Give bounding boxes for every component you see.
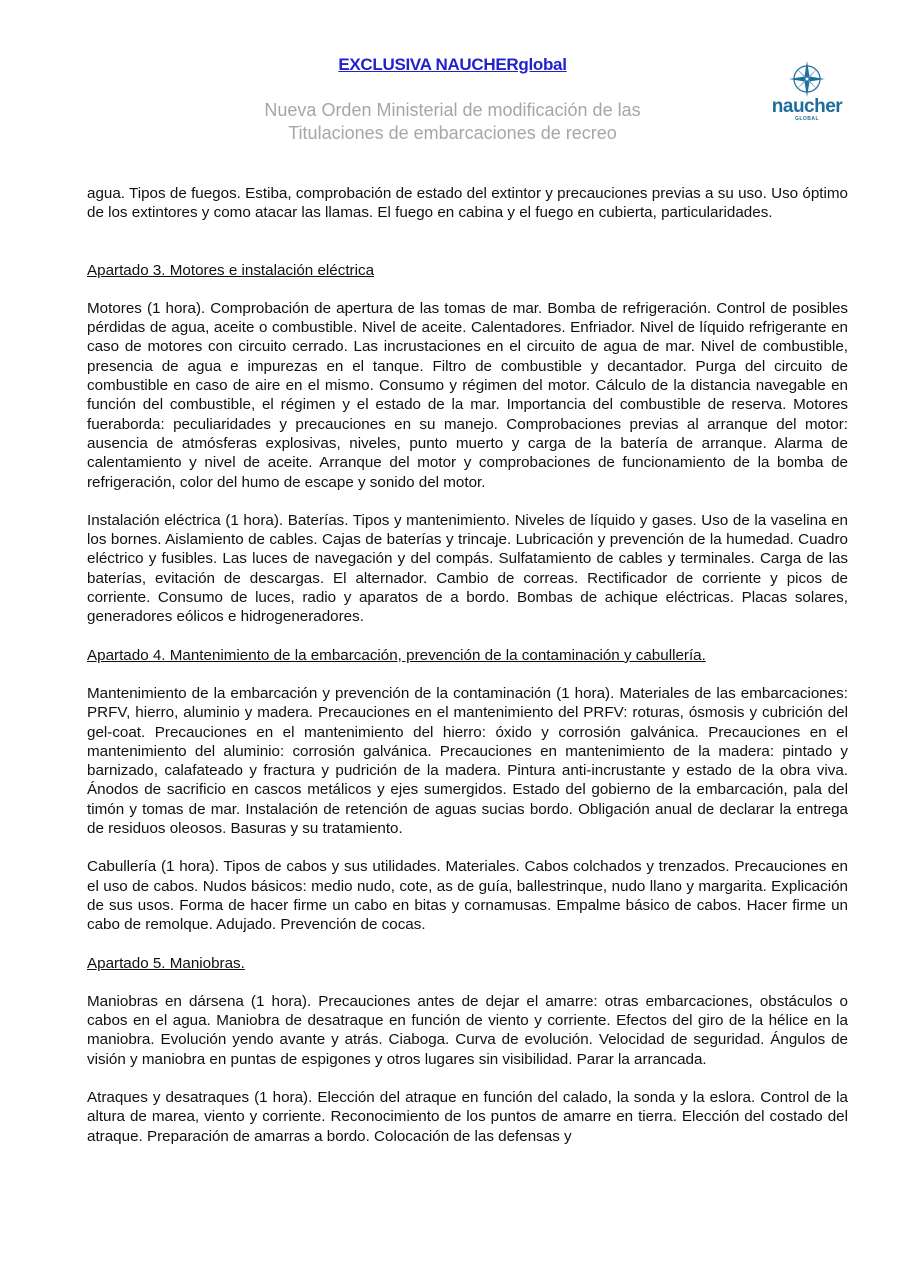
- paragraph-motores: Motores (1 hora). Comprobación de apertura de las tomas de mar. Bomba de refrigeración. Control de posibles pérdidas de agua, aceite o combustible. Nivel de aceite. Calentadores. Enfriador. Nivel de líquido refrigerante en caso de motores con circuito cerrado. Las incrustaciones en el circuito de agua de mar. Nivel de combustible, presencia de agua e impurezas en el tanque. Filtro de combustible y decantador. Purga del circuito de combustible en caso de aire en el mismo. Consumo y régimen del motor. Cálculo de la distancia navegable en función del combustible, el régimen y el estado de la mar. Importancia del combustible de reserva. Motores fueraborda: peculiaridades y precauciones en su manejo. Comprobaciones previas al arranque del motor: ausencia de atmósferas explosivas, niveles, punto muerto y carga de la batería de arranque. Alarma de calentamiento y nivel de aceite. Arranque del motor y comprobaciones de funcionamiento de la bomba de refrigeración, color del humo de escape y sonido del motor.: [87, 299, 848, 491]
- exclusive-link[interactable]: EXCLUSIVA NAUCHERglobal: [338, 55, 567, 74]
- logo-subtext: GLOBAL: [794, 116, 820, 122]
- subtitle-line-1: Nueva Orden Ministerial de modificación de las: [264, 100, 641, 120]
- document-body: [87, 184, 848, 1146]
- paragraph-cabulleria: Cabullería (1 hora). Tipos de cabos y sus utilidades. Materiales. Cabos colchados y trenzados. Precauciones en el uso de cabos. Nudos básicos: medio nudo, cote, as de guía, ballestrinque, nudo llano y margarita. Explicación de sus usos. Forma de hacer firme un cabo en bitas y cornamusas. Empalme básico de cabos. Hacer firme un cabo de remolque. Adujado. Prevención de cocas.: [87, 858, 848, 934]
- compass-rose-icon: [788, 60, 826, 98]
- section-heading-3: Apartado 3. Motores e instalación eléctrica: [87, 261, 375, 279]
- section-heading-5: Apartado 5. Maniobras.: [87, 954, 245, 972]
- paragraph-intro: agua. Tipos de fuegos. Estiba, comprobación de estado del extintor y precauciones previas a su uso. Uso óptimo de los extintores y como atacar las llamas. El fuego en cabina y el fuego en cubierta, particularidades.: [87, 185, 848, 222]
- logo-wordmark: naucher: [771, 96, 843, 117]
- paragraph-maniobras: Maniobras en dársena (1 hora). Precauciones antes de dejar el amarre: otras embarcaciones, obstáculos o cabos en el agua. Maniobra de desatraque en función de viento y corriente. Efectos del giro de la hélice en la maniobra. Evolución yendo avante y atrás. Ciaboga. Curva de evolución. Velocidad de seguridad. Ángulos de visión y maniobra en puntas de espigones y otros lugares sin visibilidad. Parar la arrancada.: [87, 992, 848, 1068]
- paragraph-atraques: Atraques y desatraques (1 hora). Elección del atraque en función del calado, la sonda y la eslora. Control de la altura de marea, viento y corriente. Reconocimiento de los puntos de amarre en tierra. Elección del costado del atraque. Preparación de amarras a bordo. Colocación de las defensas y: [87, 1088, 848, 1145]
- paragraph-mantenimiento: Mantenimiento de la embarcación y prevención de la contaminación (1 hora). Materiales de las embarcaciones: PRFV, hierro, aluminio y madera. Precauciones en el mantenimiento del PRFV: roturas, ósmosis y cubrición del gel-coat. Precauciones en el mantenimiento del hierro: óxido y corrosión galvánica. Precauciones en el mantenimiento del aluminio: corrosión galvánica. Precauciones en mantenimiento de la madera: pintado y barnizado, calafateado y fractura y pudrición de la madera. Pintura anti-incrustante y estado de la obra viva. Ánodos de sacrificio en cascos metálicos y ejes sumergidos. Estado del gobierno de la embarcación, pala del timón y tomas de mar. Instalación de retención de aguas sucias bordo. Obligación anual de declarar la entrega de residuos oleosos. Basuras y su tratamiento.: [87, 684, 848, 838]
- section-heading-4: Apartado 4. Mantenimiento de la embarcación, prevención de la contaminación y cabullería.: [87, 646, 706, 664]
- naucher-logo: [764, 60, 850, 126]
- page-header: [0, 0, 905, 170]
- subtitle-line-2: Titulaciones de embarcaciones de recreo: [288, 123, 617, 143]
- paragraph-instalacion-electrica: Instalación eléctrica (1 hora). Baterías. Tipos y mantenimiento. Niveles de líquido y gases. Uso de la vaselina en los bornes. Aislamiento de cables. Cajas de baterías y trincaje. Lubricación y prevención de la humedad. Cuadro eléctrico y fusibles. Las luces de navegación y del compás. Sulfatamiento de cables y terminales. Carga de las baterías, evitación de descargas. El alternador. Cambio de correas. Rectificador de corriente y picos de corriente. Consumo de luces, radio y aparatos de a bordo. Bombas de achique eléctricas. Placas solares, generadores eólicos e hidrogeneradores.: [87, 511, 848, 626]
